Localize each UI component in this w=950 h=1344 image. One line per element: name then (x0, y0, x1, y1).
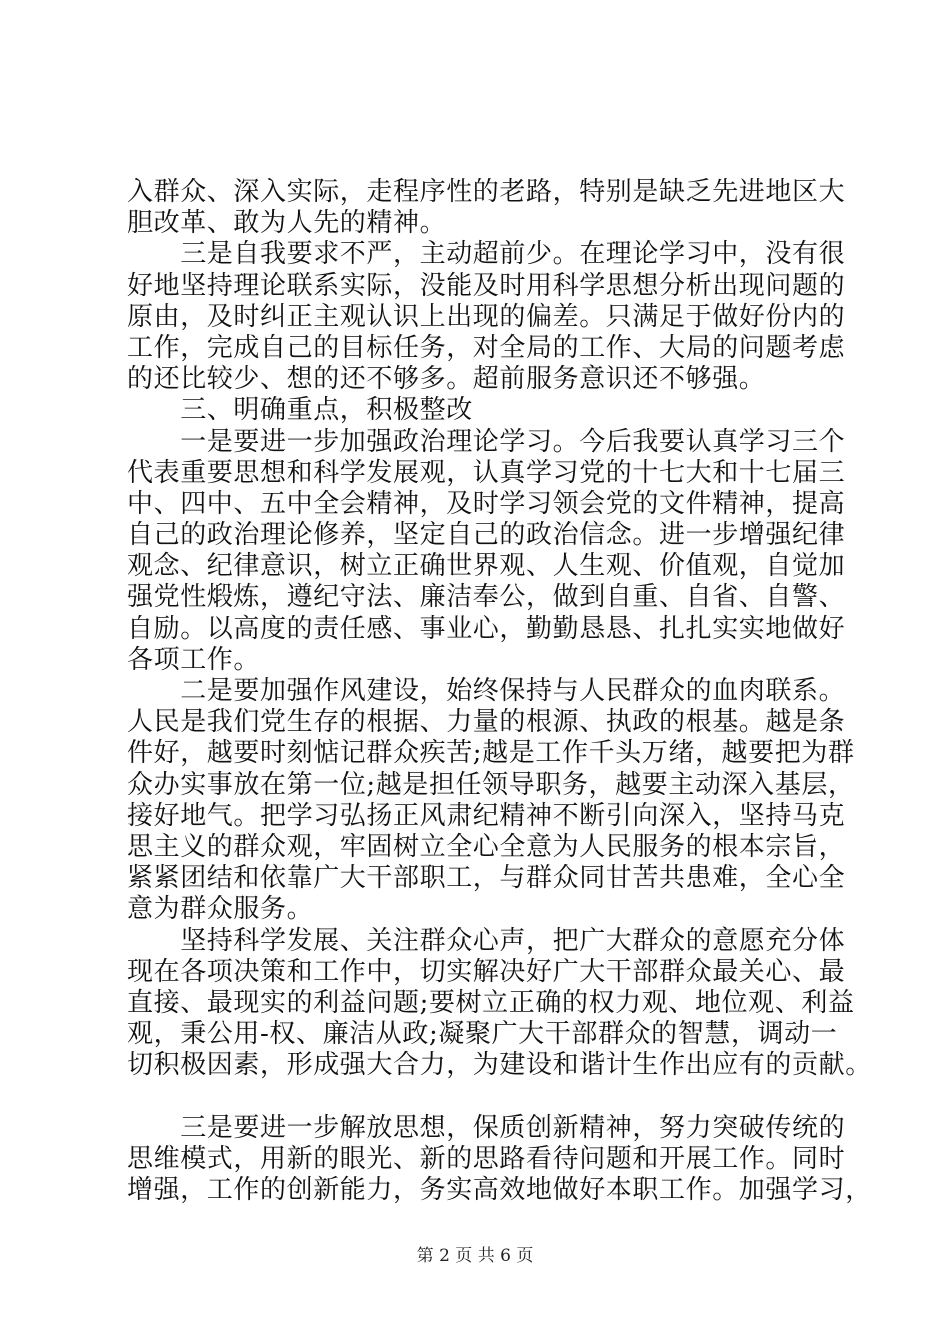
document-body (127, 177, 872, 1206)
text-line: 的还比较少、想的还不够多。超前服务意识还不够强。 (127, 364, 766, 395)
text-line: 人民是我们党生存的根据、力量的根源、执政的根基。越是条 (127, 707, 846, 738)
text-line: 紧紧团结和依靠广大干部职工，与群众同甘苦共患难，全心全 (127, 863, 846, 894)
text-line: 三是自我要求不严，主动超前少。在理论学习中，没有很 (127, 239, 846, 270)
text-line: 接好地气。把学习弘扬正风肃纪精神不断引向深入，坚持马克 (127, 800, 846, 831)
text-line: 各项工作。 (127, 644, 261, 675)
text-line: 入群众、深入实际，走程序性的老路，特别是缺乏先进地区大 (127, 177, 846, 207)
text-line: 切积极因素，形成强大合力，为建设和谐计生作出应有的贡献。 (127, 1050, 872, 1081)
text-line: 坚持科学发展、关注群众心声，把广大群众的意愿充分体 (127, 925, 846, 956)
text-line: 意为群众服务。 (127, 894, 314, 925)
text-line: 件好，越要时刻惦记群众疾苦;越是工作千头万绪，越要把为群 (127, 738, 855, 769)
text-line: 众办实事放在第一位;越是担任领导职务，越要主动深入基层， (127, 769, 855, 800)
text-line: 胆改革、敢为人先的精神。 (127, 208, 447, 239)
text-line: 观，秉公用-权、廉洁从政;凝聚广大干部群众的智慧，调动一 (127, 1019, 838, 1050)
text-line: 自己的政治理论修养，坚定自己的政治信念。进一步增强纪律 (127, 520, 846, 551)
blank-line (127, 1081, 839, 1112)
text-line: 三、明确重点，积极整改 (127, 395, 473, 426)
text-line: 原由，及时纠正主观认识上出现的偏差。只满足于做好份内的 (127, 301, 846, 332)
text-line: 增强，工作的创新能力，务实高效地做好本职工作。加强学习， (127, 1175, 872, 1205)
text-line: 中、四中、五中全会精神，及时学习领会党的文件精神，提高 (127, 488, 846, 519)
text-line: 工作，完成自己的目标任务，对全局的工作、大局的问题考虑 (127, 332, 846, 363)
text-line: 直接、最现实的利益问题;要树立正确的权力观、地位观、利益 (127, 987, 855, 1018)
text-line: 现在各项决策和工作中，切实解决好广大干部群众最关心、最 (127, 956, 846, 987)
page-footer: 第 2 页 共 6 页 (416, 1246, 534, 1266)
text-line: 二是要加强作风建设，始终保持与人民群众的血肉联系。 (127, 676, 846, 706)
text-line: 自励。以高度的责任感、事业心，勤勤恳恳、扎扎实实地做好 (127, 613, 846, 644)
text-line: 强党性煅炼，遵纪守法、廉洁奉公，做到自重、自省、自警、 (127, 582, 846, 613)
text-line: 代表重要思想和科学发展观，认真学习党的十七大和十七届三 (127, 457, 846, 488)
text-line: 思维模式，用新的眼光、新的思路看待问题和开展工作。同时 (127, 1143, 846, 1174)
text-line: 思主义的群众观，牢固树立全心全意为人民服务的根本宗旨， (127, 831, 846, 862)
text-line: 好地坚持理论联系实际，没能及时用科学思想分析出现问题的 (127, 270, 846, 301)
text-line: 三是要进一步解放思想，保质创新精神，努力突破传统的 (127, 1112, 846, 1143)
text-line: 一是要进一步加强政治理论学习。今后我要认真学习三个 (127, 426, 846, 457)
text-line: 观念、纪律意识，树立正确世界观、人生观、价值观，自觉加 (127, 551, 846, 582)
